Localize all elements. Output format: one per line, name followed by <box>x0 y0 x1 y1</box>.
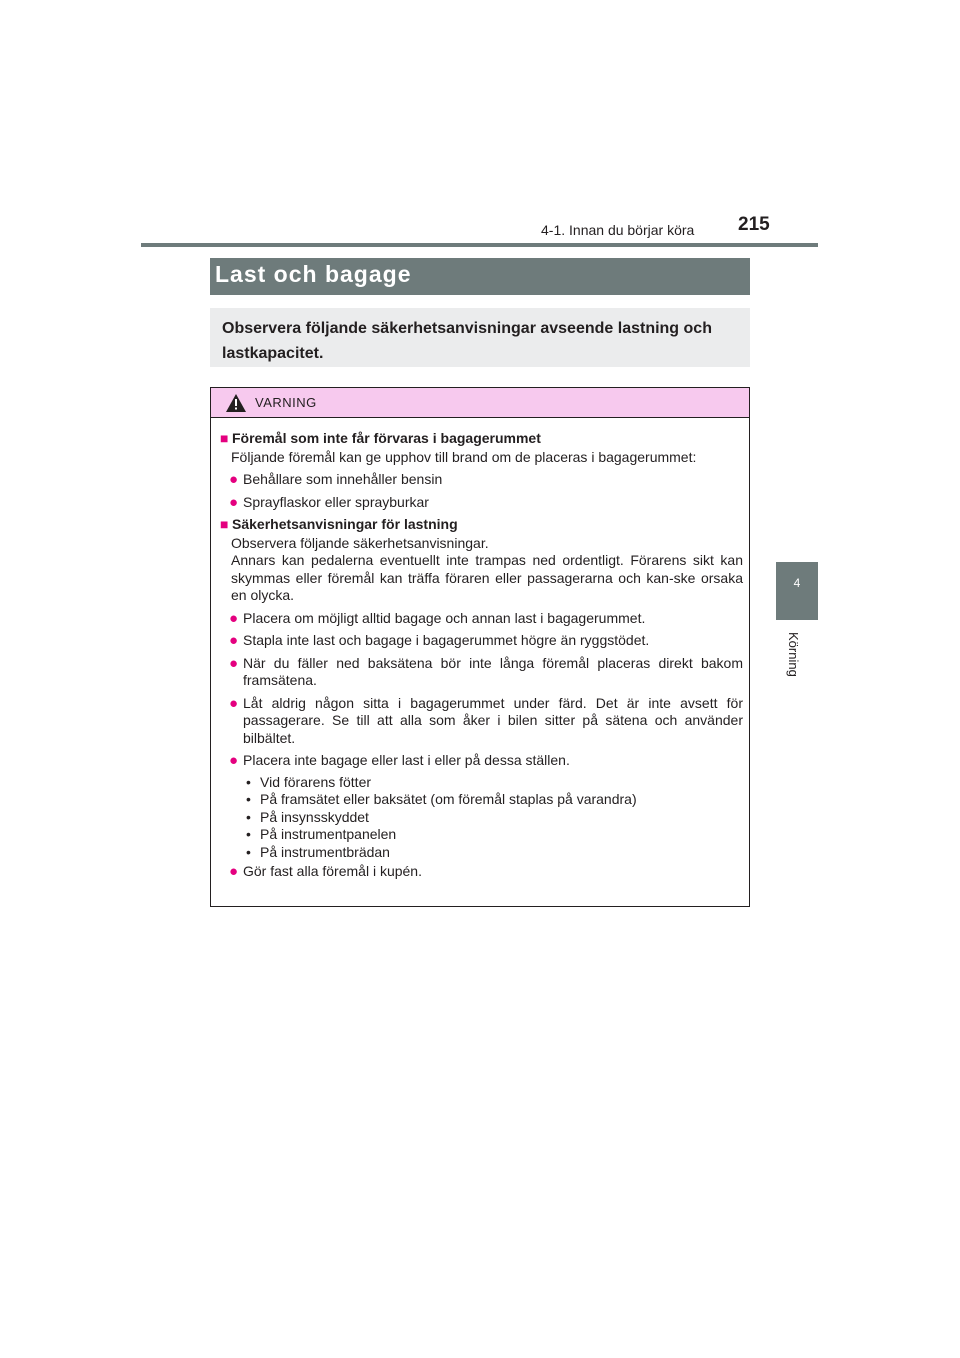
sub-list-item-text: På insynsskyddet <box>260 808 369 825</box>
dot-bullet-icon: ● <box>229 654 239 672</box>
dot-bullet-icon: ● <box>229 493 239 511</box>
sub-list-item <box>246 774 743 792</box>
title-bar <box>210 258 750 295</box>
dot-bullet-icon: ● <box>229 632 239 649</box>
dot-bullet-icon: ● <box>229 471 239 488</box>
sub-list-item-text: På framsätet eller baksätet (om föremål staplas på varandra) <box>260 791 637 807</box>
section2-text1: Observera följande säkerhetsanvisningar. <box>231 534 489 551</box>
sub-bullet: • <box>246 843 251 860</box>
section-heading <box>220 516 743 534</box>
section1-text: Följande föremål kan ge upphov till brand om de placeras i bagagerummet: <box>231 448 697 465</box>
list-item-text: Behållare som innehåller bensin <box>243 471 443 487</box>
sub-bullet: • <box>246 808 251 825</box>
page-title: Last och bagage <box>215 261 412 287</box>
list-item <box>220 494 743 512</box>
warning-triangle-icon <box>226 394 246 412</box>
list-item-text: Låt aldrig någon sitta i bagagerummet under färd. Det är inte avsett för passagerare. Se till att alla som åker i bilen sitter på sätena och använder bilbältet. <box>243 694 743 746</box>
sub-list-item-text: På instrumentbrädan <box>260 843 390 860</box>
list-item-text: Placera inte bagage eller last i eller på dessa ställen. <box>243 752 570 768</box>
list-item-text: När du fäller ned baksätena bör inte långa föremål placeras direkt bakom framsätena. <box>243 654 743 688</box>
intro-box <box>210 308 750 367</box>
list-item <box>220 863 743 881</box>
sub-bullet: • <box>246 826 251 842</box>
sub-list-item <box>246 791 743 809</box>
warning-label: VARNING <box>255 395 317 410</box>
section2-heading: Säkerhetsanvisningar för lastning <box>232 516 458 532</box>
warning-box <box>210 387 750 907</box>
sub-bullet: • <box>246 791 251 807</box>
chapter-number: 4 <box>793 576 801 590</box>
sub-list-item-text: Vid förarens fötter <box>260 773 372 790</box>
sub-list-item <box>246 826 743 844</box>
warning-body <box>211 418 749 881</box>
sub-list-item-text: På instrumentpanelen <box>260 826 397 842</box>
list-item <box>220 632 743 650</box>
list-item-text: Placera om möjligt alltid bagage och annan last i bagagerummet. <box>243 609 646 626</box>
dot-bullet-icon: ● <box>229 694 239 712</box>
dot-bullet-icon: ● <box>229 609 239 627</box>
running-header: 4-1. Innan du börjar köra <box>541 222 695 238</box>
square-bullet-icon: ■ <box>220 430 229 446</box>
sub-list-item <box>246 844 743 862</box>
warning-header <box>211 388 749 418</box>
square-bullet-icon: ■ <box>220 516 229 532</box>
list-item <box>220 752 743 770</box>
sub-list <box>220 774 743 862</box>
list-item <box>220 471 743 489</box>
list-item-text: Stapla inte last och bagage i bagagerummet högre än ryggstödet. <box>243 632 650 648</box>
sub-bullet: • <box>246 773 251 790</box>
chapter-label: Körning <box>786 632 801 677</box>
section-heading <box>220 430 743 448</box>
sub-list-item <box>246 809 743 827</box>
list-item <box>220 655 743 690</box>
header-rule <box>141 243 818 247</box>
list-item <box>220 695 743 748</box>
dot-bullet-icon: ● <box>229 863 239 880</box>
chapter-tab <box>776 562 818 620</box>
page-number: 215 <box>738 214 770 235</box>
dot-bullet-icon: ● <box>229 752 239 769</box>
section2-text2: Annars kan pedalerna eventuellt inte trampas ned ordentligt. Förarens sikt kan skymmas eller föremål kan träffa föraren eller passagerarna och kan-ske orsaka en olycka. <box>231 552 743 603</box>
intro-text: Observera följande säkerhetsanvisningar avseende lastning och lastkapacitet. <box>222 320 712 362</box>
list-item-text: Sprayflaskor eller sprayburkar <box>243 493 429 510</box>
list-item <box>220 610 743 628</box>
section1-heading: Föremål som inte får förvaras i bagagerummet <box>232 430 541 446</box>
list-item-text: Gör fast alla föremål i kupén. <box>243 863 422 879</box>
